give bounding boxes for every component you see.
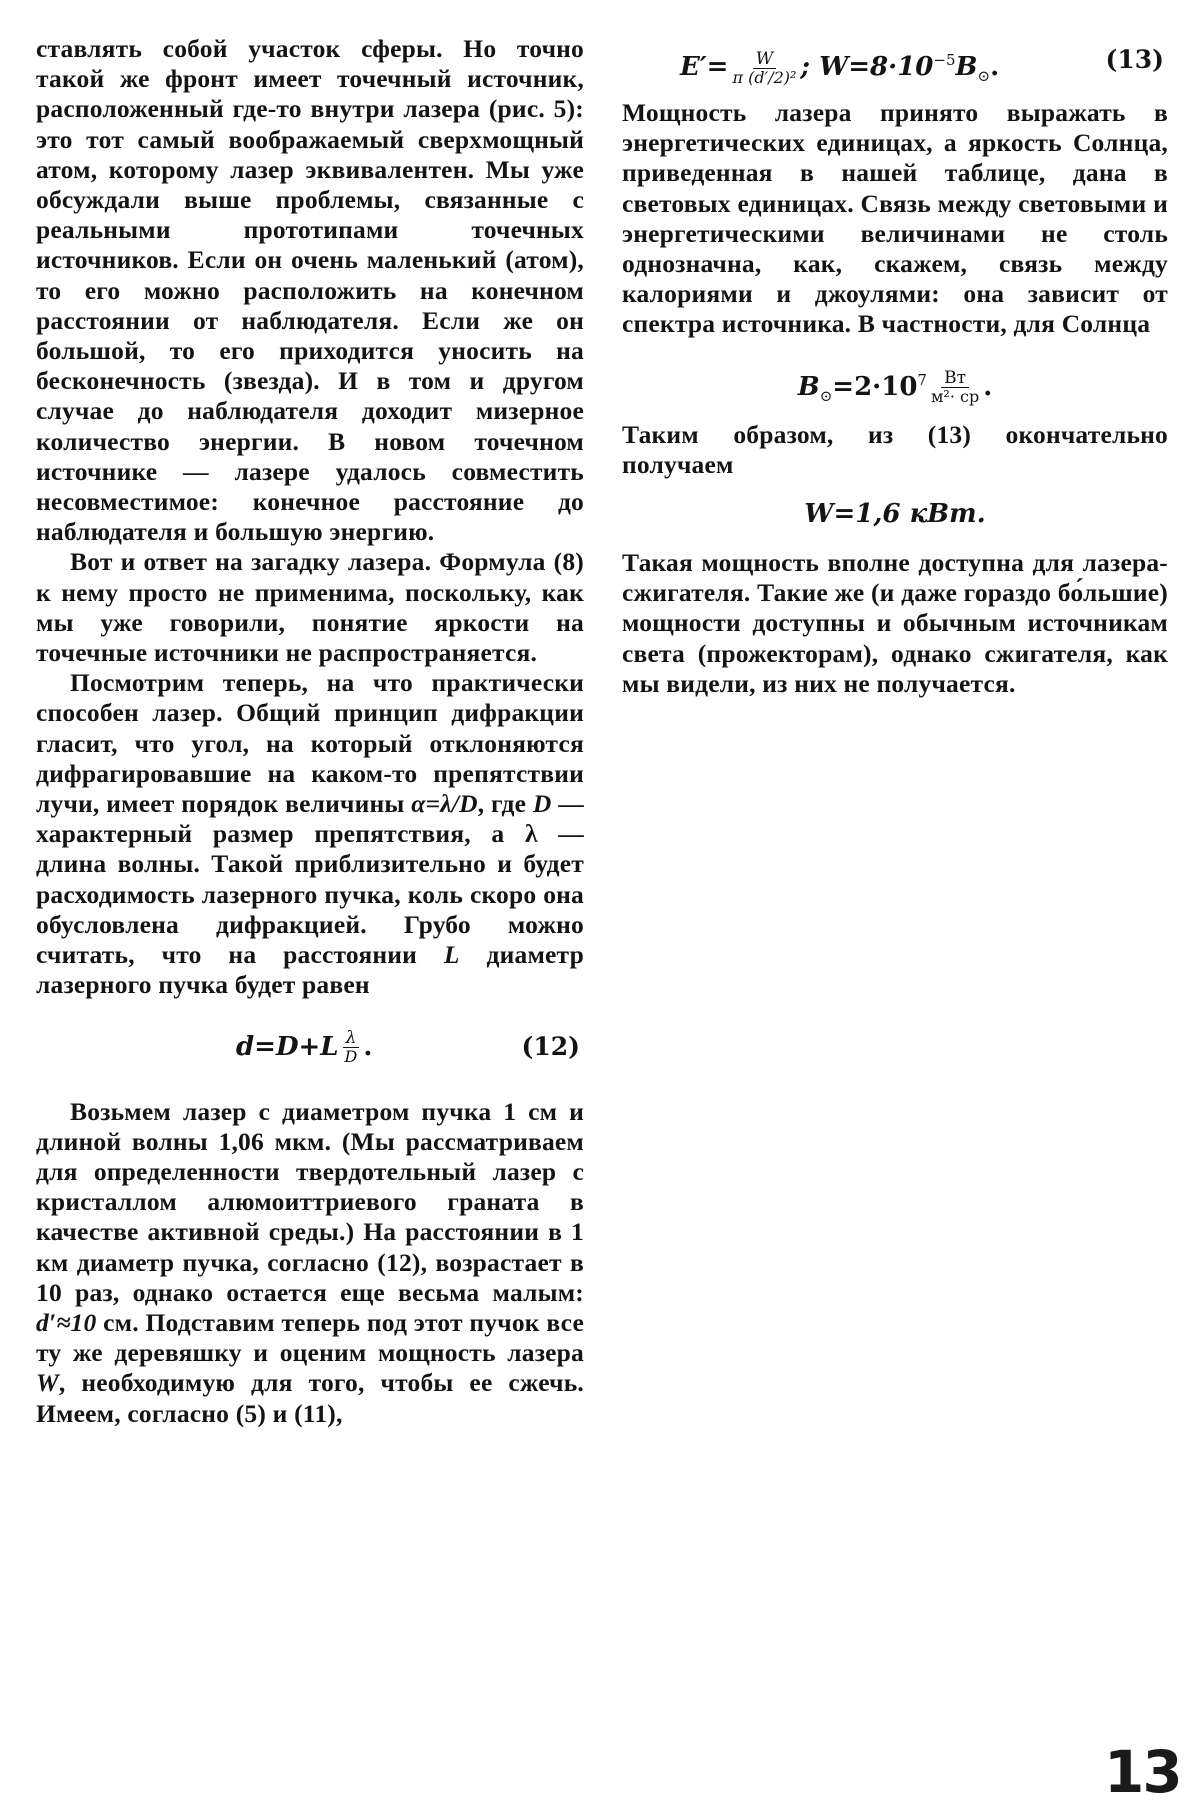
equation-sun-brightness [622,340,1168,420]
paragraph-1: ставлять собой участок сферы. Но точно такой же фронт имеет точечный источник, расположенный где-то внутри лазера (рис. 5): это тот самый воображаемый сверхмощный атом, которому лазер эквивалентен. Мы уже обсуждали выше проблемы, связанные с реальными прототипами точечных источников. Если он очень маленький (атом), то его можно расположить на конечном расстоянии от наблюдателя. Если же он большой, то его приходится уносить на бесконечность (звезда). И в том и другом случае до наблюдателя доходит мизерное количество энергии. В новом точечном источнике — лазере удалось совместить несовместимое: конечное расстояние до наблюдателя и большую энергию. [36,34,584,547]
d-prime-value: d′≈10 [36,1307,97,1337]
paragraph-4 [36,1097,584,1429]
equation-sun-tail: . [983,371,993,402]
equation-12-number: (12) [521,1031,580,1061]
paragraph-5: Мощность лазера принято выражать в энергетических единицах, а яркость Солнца, приведенная в нашей таблице, дана в световых единицах. Связь между световыми и энергетическими величинами не столь однозначна, как, скажем, связь между калориями и джоулями: она зависит от спектра источника. В частности, для Солнца [622,98,1168,339]
symbol-D: D [532,789,552,819]
right-column [622,34,1168,699]
paragraph-3-text-d: диаметр лазерного пучка будет равен [36,940,584,1000]
equation-13-number: (13) [1105,45,1164,74]
equation-13-denominator: π (d′/2)² [732,67,797,87]
equation-W-result [622,480,1168,548]
equation-12-lhs: d=D+L [236,1031,339,1062]
equation-12-tail: . [363,1031,373,1062]
sun-symbol-2: ⊙ [819,386,833,405]
equation-13-fraction [732,50,796,87]
equation-12-numerator: λ [343,1029,360,1048]
equation-12-fraction [343,1029,360,1066]
paragraph-3-text-a: Посмотрим теперь, на что практически способен лазер. Общий принцип дифракции гласит, что угол, на который отклоняются дифрагировавшие на каком-то препятствии лучи, имеет порядок величины [36,668,584,819]
equation-sun-mid: =2·10 [832,371,918,402]
paragraph-2: Вот и ответ на загадку лазера. Формула (8) к нему просто не применима, поскольку, как мы уже говорили, понятие яркости на точечные источники не распространяется. [36,547,584,668]
paragraph-3-text-c: — характерный размер препятствия, а λ — длина волны. Такой приблизительно и будет расходимость лазерного пучка, коль скоро она обусловлена дифракцией. Грубо можно считать, что на расстоянии [36,789,584,970]
paragraph-3-text-b: , где [477,789,533,819]
sun-symbol: ⊙ [977,67,991,85]
equation-13-tail: . [990,52,1000,82]
paragraph-6: Таким образом, из (13) окончательно получаем [622,419,1168,479]
symbol-W: W [36,1368,59,1398]
equation-sun-lhs: B [797,371,820,402]
paragraph-4-text-b: см. Подставим теперь под этот пучок все ту же деревяшку и оценим мощность лазера [36,1307,584,1368]
diffraction-formula: α=λ/D [411,789,478,819]
equation-sun-unit-numerator: Вт [941,369,969,388]
paragraph-4-text-c: , необходимую для того, чтобы ее сжечь. Имеем, согласно (5) и (11), [36,1368,584,1428]
left-column [36,34,584,1429]
equation-sun-exponent: 7 [917,370,927,389]
equation-sun-unit-denominator: м²· ср [930,387,980,407]
paragraph-7: Такая мощность вполне доступна для лазера-сжигателя. Такие же (и даже гораздо бо́льшие) мощности доступны и обычным источникам света (прожекторам), однако сжигателя, как мы видели, из них не получается. [622,548,1168,698]
paragraph-4-text-a: Возьмем лазер с диаметром пучка 1 см и длиной волны 1,06 мкм. (Мы рассматриваем для определенности твердотельный лазер с кристаллом алюмоиттриевого граната в качестве активной среды.) На расстоянии в 1 км диаметр пучка, согласно (12), возрастает в 10 раз, однако остается еще весьма малым: [36,1096,584,1307]
equation-13-B: B [955,52,978,82]
equation-13-mid: ; W=8·10 [800,52,934,82]
equation-W-text: W=1,6 кВт. [804,499,986,530]
equation-13-numerator: W [753,50,776,69]
equation-13-body [680,28,999,108]
equation-13-exponent: −5 [933,51,956,69]
equation-sun-fraction [931,369,979,406]
equation-13 [622,28,1168,92]
symbol-L: L [443,940,460,970]
equation-12 [36,1009,584,1085]
equation-12-denominator: D [344,1047,358,1066]
equation-12-body [236,1009,372,1085]
page-number: 13 [1104,1738,1181,1806]
paragraph-3 [36,668,584,1000]
equation-13-lhs: E′= [680,52,729,82]
